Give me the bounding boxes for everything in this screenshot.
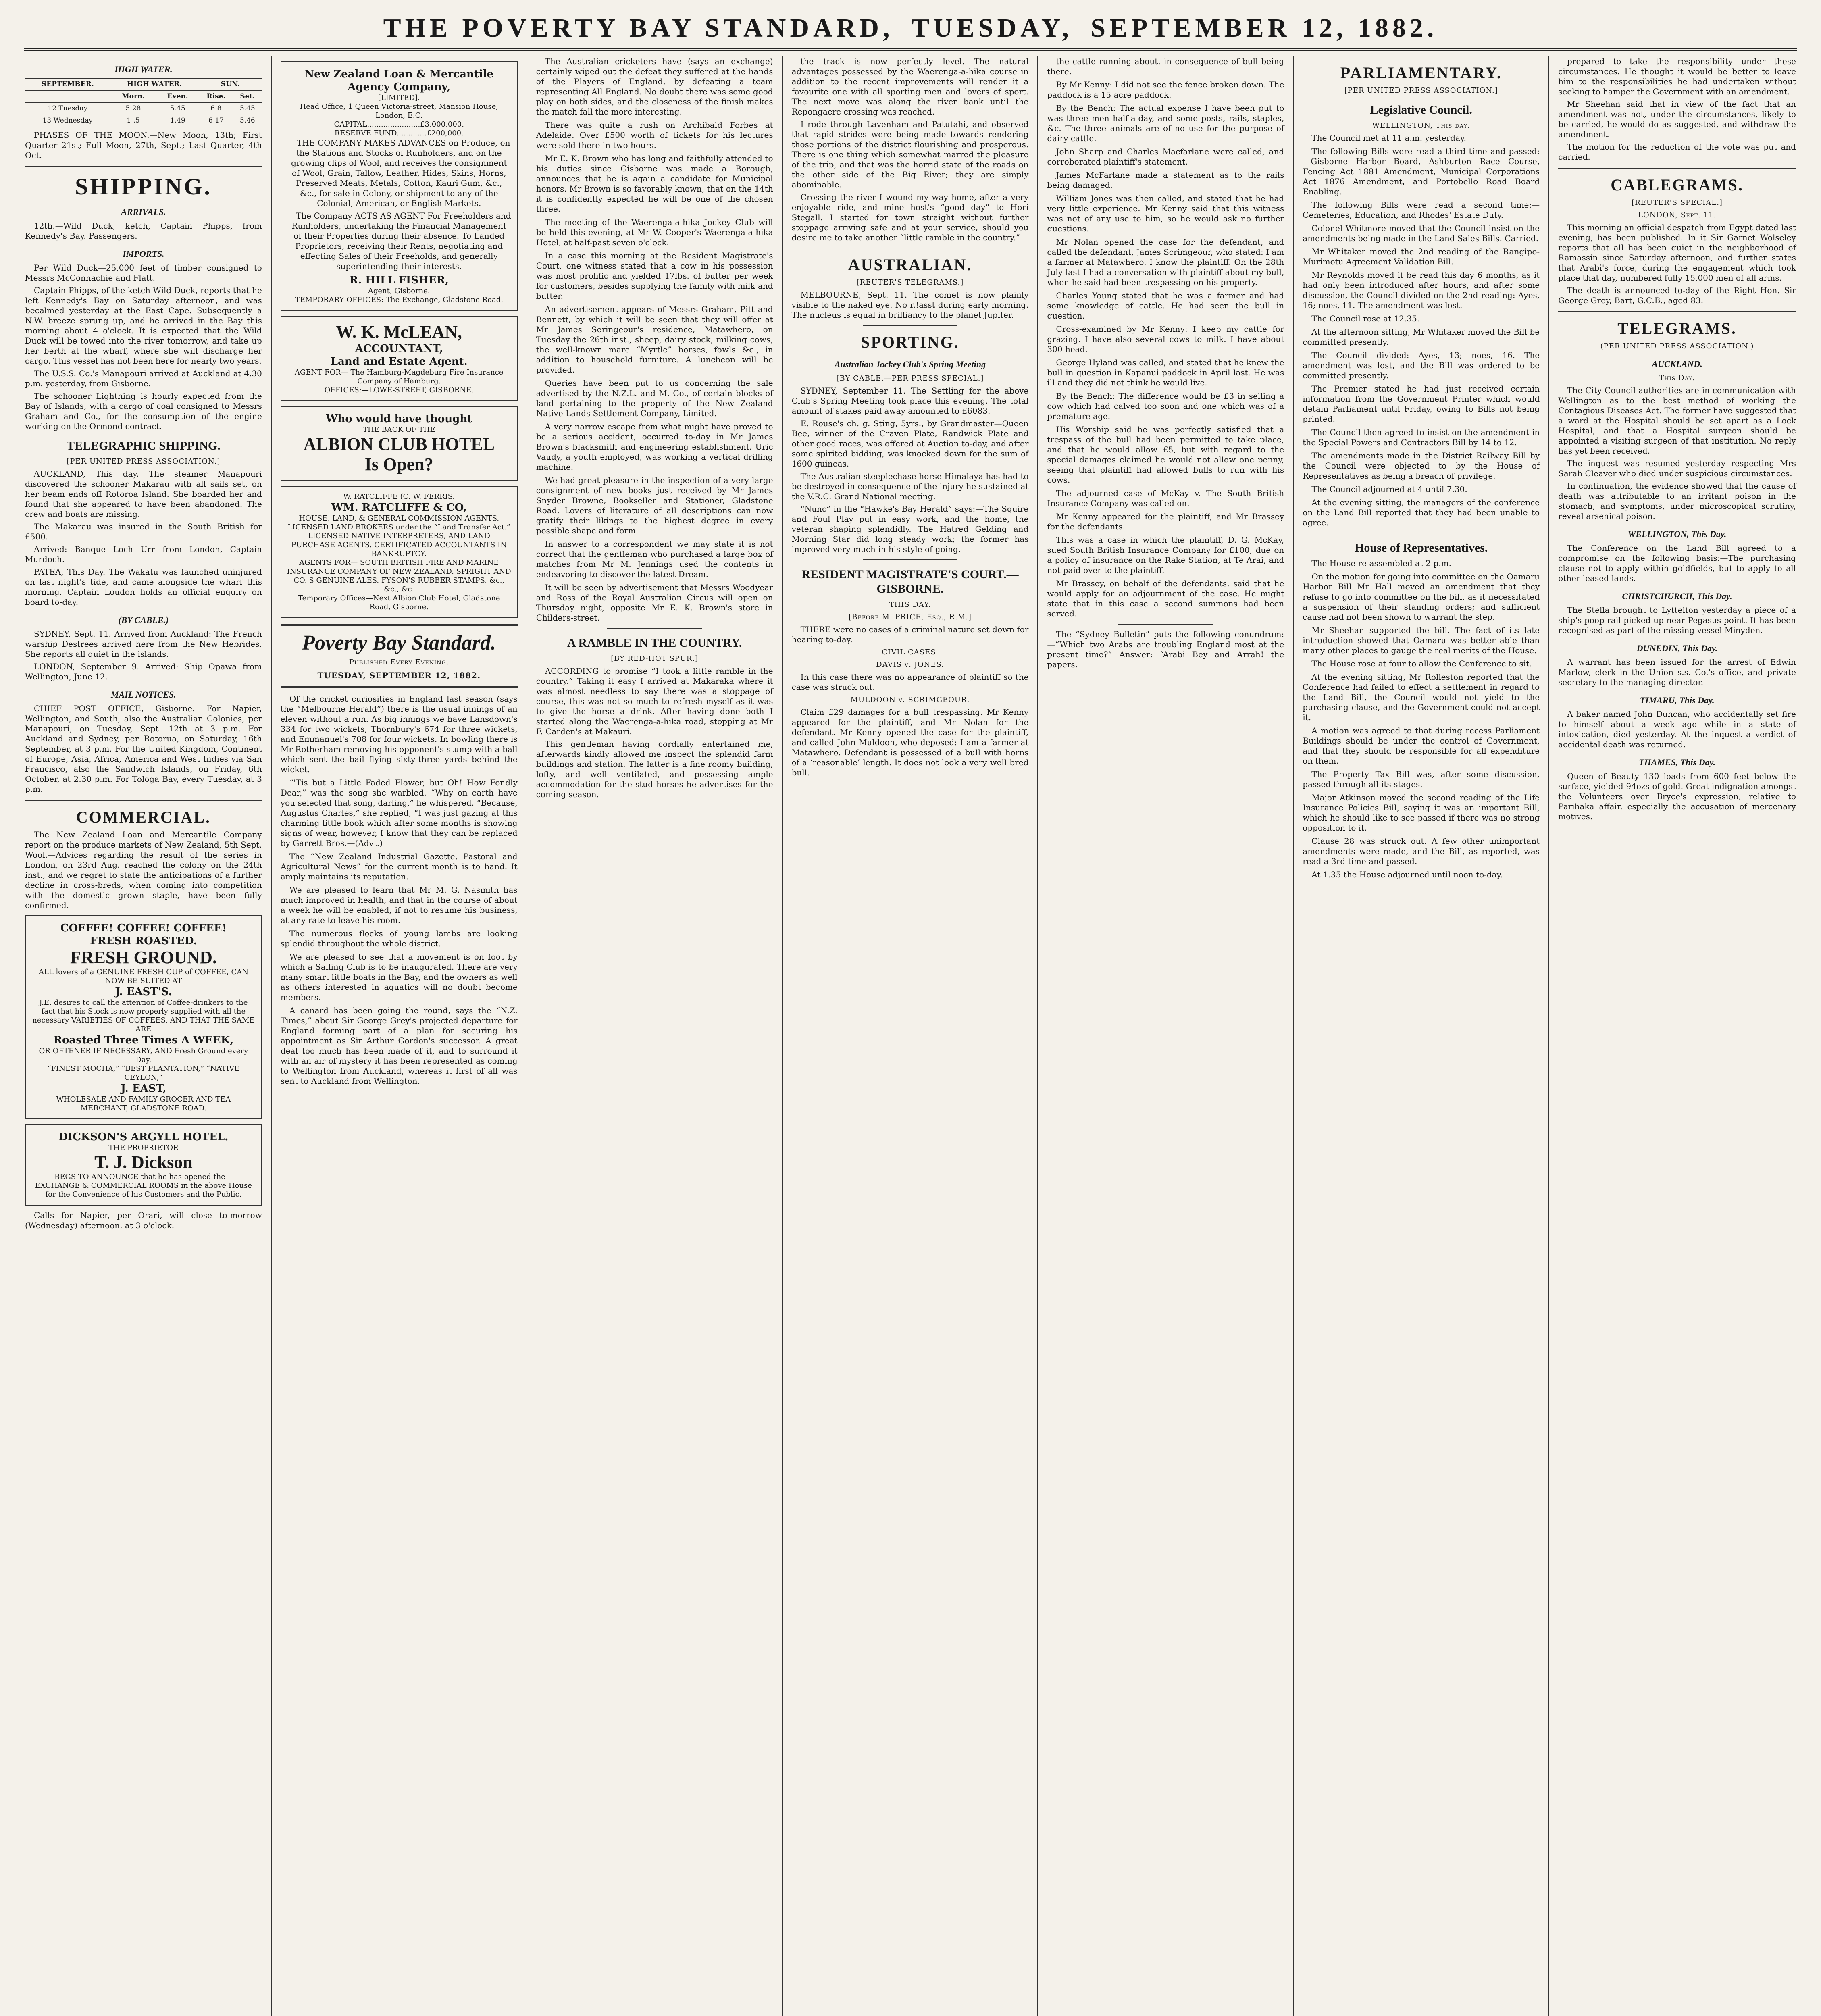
telegraphic-paragraph: AUCKLAND, This day. The steamer Manapouri discovered the schooner Makarau with all sails set, on her beam ends off Rotoroa Island. She boarded her and found that she appeared to have been abandoned. The crew and boats are missing. — [25, 469, 262, 519]
mail-closing-note: Calls for Napier, per Orari, will close to-morrow (Wednesday) afternoon, at 3 o'clock. — [25, 1210, 262, 1230]
tide-subheader — [25, 91, 110, 103]
commercial-heading: COMMERCIAL. — [76, 808, 211, 826]
cable-paragraph: SYDNEY, Sept. 11. Arrived from Auckland: The French warship Destrees arrived here from the New Hebrides. She reports all quiet in the islands. — [25, 629, 262, 659]
ramble-continued: Crossing the river I wound my way home, after a very enjoyable ride, and mine host's “good day” to Hori Stegall. I started for town straight without further stoppage arriving safe and at your service, should you desire me to take another “little ramble in the country.” — [791, 192, 1029, 242]
table-cell: 13 Wednesday — [25, 115, 110, 127]
thames-text: Queen of Beauty 130 loads from 600 feet below the surface, yielded 94ozs of gold. Great indignation amongst the Volunteers over Bryce's expression, relative to Parihaka affair, especially the accusation of mercenary motives. — [1558, 771, 1796, 821]
hr-paragraph: On the motion for going into committee on the Oamaru Harbor Bill Mr Hall moved an amendment that they refuse to go into committee on the bill, as it necessitated a suspension of their standing orders; and sufficient cause had not been shown to warrant the step. — [1303, 572, 1540, 622]
lc-paragraph: At the afternoon sitting, Mr Whitaker moved the Bill be committed presently. — [1303, 327, 1540, 347]
table-cell: 5.28 — [110, 103, 156, 115]
table-cell: 6 17 — [199, 115, 233, 127]
news-paragraph: In answer to a correspondent we may state it is not correct that the gentleman who purchased a large box of matches from Mr M. Jennings used the contents in endeavoring to discover the latest Dream. — [536, 539, 773, 579]
cable-paragraph: LONDON, September 9. Arrived: Ship Opawa from Wellington, June 12. — [25, 662, 262, 681]
divider — [863, 325, 957, 326]
editorial-paragraph: The “New Zealand Industrial Gazette, Pastoral and Agricultural News” for the current month is to hand. It amply maintains its reputation. — [280, 852, 518, 881]
telegrams-subheading: (PER UNITED PRESS ASSOCIATION.) — [1600, 342, 1754, 350]
rm-court-intro: THERE were no cases of a criminal nature set down for hearing to-day. — [791, 625, 1029, 644]
editorial-paragraph: We are pleased to learn that Mr M. G. Nasmith has much improved in health, and that in the course of about a week he will be enabled, if not to resume his business, at any rate to leave his room. — [280, 885, 518, 925]
lc-paragraph: The following Bills were read a third time and passed:—Gisborne Harbor Board, Ashburton Race Course, Fencing Act 1881 Amendment, Municipal Corporations Act 1876 Amendment, and Portobello Road Board Enabling. — [1303, 146, 1540, 196]
hr-paragraph: Clause 28 was struck out. A few other unimportant amendments were made, and the Bill, as reported, was read a 3rd time and passed. — [1303, 836, 1540, 866]
lc-paragraph: The Council rose at 12.35. — [1311, 314, 1420, 323]
australian-text: MELBOURNE, Sept. 11. The comet is now plainly visible to the naked eye. No r.!asst during early morning. The nucleus is equal in brilliancy to the planet Jupiter. — [791, 290, 1029, 320]
mail-text: CHIEF POST OFFICE, Gisborne. For Napier, Wellington, and South, also the Australian Colonies, per Manapouri, on Tuesday, Sept. 12th at 3 p.m. For Auckland and Sydney, per Rotorua, on Saturday, 16th September, at 3 p.m. For the United Kingdom, Continent of Europe, Asia, Africa, America and West Indies via San Francisco, also the Sandwich Islands, on Friday, 6th October, at 2.30 p.m. For Tologa Bay, every Tuesday, at 3 p.m. — [25, 704, 262, 794]
court-paragraph: John Sharp and Charles Macfarlane were called, and corroborated plaintiff's statement. — [1047, 147, 1284, 167]
nzl-limited: [LIMITED]. — [378, 94, 420, 102]
mclean-agent: Land and Estate Agent. — [330, 356, 468, 368]
court-paragraph: By the Bench: The difference would be £3 in selling a cow which had calved too soon and one which was of a premature age. — [1047, 391, 1284, 421]
lc-paragraph: The following Bills were read a second time:—Cemeteries, Education, and Rhodes' Estate Duty. — [1303, 200, 1540, 220]
coffee-roasted: FRESH ROASTED. — [90, 935, 197, 947]
column-2 — [272, 56, 527, 2016]
thames-heading: THAMES, This Day. — [1639, 757, 1715, 767]
albion-advertisement — [281, 406, 518, 481]
telegram-paragraph: The City Council authorities are in communication with Wellington as to the best method of working the Contagious Diseases Act. The former have suggested that a ward at the Hospital should be set apart as a Lock Hospital, and that a Hospital surgeon should be appointed a visiting surgeon of that institution. No reply has yet been received. — [1558, 385, 1796, 456]
case-title: MULDOON v. SCRIMGEOUR. — [850, 696, 970, 704]
auckland-heading: AUCKLAND. — [1652, 359, 1702, 369]
court-paragraph: the cattle running about, in consequence of bull being there. — [1047, 56, 1284, 76]
divider — [1558, 168, 1796, 169]
sporting-subheading: Australian Jockey Club's Spring Meeting — [834, 359, 986, 369]
news-paragraph: In a case this morning at the Resident Magistrate's Court, one witness stated that a cow in his possession was most prolific and yielded 17lbs. of butter per week for customers, besides supplying the family with milk and butter. — [536, 251, 773, 301]
ratcliffe-subtitle: HOUSE, LAND, & GENERAL COMMISSION AGENTS. — [299, 514, 499, 523]
paper-name: THE POVERTY BAY STANDARD, — [383, 13, 894, 43]
tide-subheader: Morn. — [110, 91, 156, 103]
tide-header: SEPTEMBER. — [25, 79, 110, 91]
sporting-paragraph: “Nunc” in the “Hawke's Bay Herald” says:—The Squire and Foul Play put in easy work, and the home, the veteran shaping splendidly. The Hatred Gelding and Morning Star did long steady work; the former has improved very much in his style of going. — [791, 504, 1029, 554]
ramble-paragraph: ACCORDING to promise “I took a little ramble in the country.” Taking it easy I arrived at Makaraka where it was almost needless to say there was a stoppage of course, this was not so much to refresh myself as it was to give the horse a drink. After having done both I started along the Waerenga-a-hika road, stopping at Mr F. Carden's at Makauri. — [536, 666, 773, 736]
masthead — [24, 8, 1797, 51]
court-paragraph: Charles Young stated that he was a farmer and had some knowledge of cattle. He had seen the bull in question. — [1047, 291, 1284, 321]
parliamentary-subheading: [PER UNITED PRESS ASSOCIATION.] — [1344, 86, 1498, 95]
telegraphic-subheading: [PER UNITED PRESS ASSOCIATION.] — [67, 457, 221, 466]
hr-paragraph: The House rose at four to allow the Conference to sit. — [1311, 659, 1532, 669]
mail-heading: MAIL NOTICES. — [111, 689, 176, 700]
moon-phases: PHASES OF THE MOON.—New Moon, 13th; First Quarter 21st; Full Moon, 27th, Sept.; Last Quarter, 4th Oct. — [25, 130, 262, 160]
mclean-name: W. K. McLEAN, — [336, 322, 462, 342]
nzl-advertisement — [281, 61, 518, 311]
ratcliffe-offices: Temporary Offices—Next Albion Club Hotel, Gladstone Road, Gisborne. — [298, 594, 500, 611]
hr-paragraph: The House re-assembled at 2 p.m. — [1311, 558, 1451, 568]
column-3 — [527, 56, 783, 2016]
court-paragraph: Mr Brassey, on behalf of the defendants, said that he would apply for an adjournment of the case. He might state that in this case a second summons had been served. — [1047, 579, 1284, 619]
house-block — [1303, 558, 1540, 880]
tide-subheader: Set. — [233, 91, 262, 103]
mclean-offices: OFFICES:—LOWE-STREET, GISBORNE. — [324, 386, 474, 394]
hr-paragraph: At the evening sitting, Mr Rolleston reported that the Conference had failed to effect a settlement in regard to the Land Bill, the Council would not yield to the purchasing clause, and the Government could not accept it. — [1303, 672, 1540, 722]
cablegrams-subheading: [REUTER'S SPECIAL.] — [1632, 198, 1723, 207]
lc-paragraph: The Council then agreed to insist on the amendment in the Special Powers and Contractors Bill by 14 to 12. — [1303, 427, 1540, 447]
divider — [607, 628, 702, 629]
lc-dateline: WELLINGTON, This day. — [1372, 121, 1470, 130]
title-date: SEPTEMBER 12, 1882. — [1091, 13, 1438, 43]
lc-paragraph: Mr Reynolds moved it be read this day 6 months, as it had only been introduced after hours, and after some discussion, the Council divided on the 2nd reading: Ayes, 16; noes, 11. The amendment was lost. — [1303, 270, 1540, 310]
nzl-temp-office: TEMPORARY OFFICES: The Exchange, Gladstone Road. — [295, 296, 503, 304]
tide-subheader: Rise. — [199, 91, 233, 103]
telegram-paragraph: In continuation, the evidence showed that the cause of death was attributable to an irritant poison in the stomach, and symptoms, under microscopical scrutiny, reveal arsenical poison. — [1558, 481, 1796, 521]
christchurch-text: The Stella brought to Lyttelton yesterday a piece of a ship's poop rail picked up near Pegasus point. It has been recognised as part of the missing vessel Minyden. — [1558, 605, 1796, 635]
rm-court-heading: RESIDENT MAGISTRATE'S COURT.—GISBORNE. — [801, 568, 1019, 596]
ramble-byline: [BY RED-HOT SPUR.] — [611, 654, 699, 663]
editorial-paragraph: A canard has been going the round, says the “N.Z. Times,” about Sir George Grey's projected departure for England forming part of a plan for securing his appointment as Sir Arthur Gordon's successor. A great deal too much has been made of it, and to surround it with an air of mystery it has been represented as coming to Wellington from Auckland, whereas it first of all was sent to Auckland from Wellington. — [280, 1006, 518, 1086]
court-paragraph: Mr Kenny appeared for the plaintiff, and Mr Brassey for the defendants. — [1047, 512, 1284, 531]
ratcliffe-title: WM. RATCLIFFE & CO, — [331, 502, 467, 514]
case-title: DAVIS v. JONES. — [876, 660, 944, 669]
albion-open: Is Open? — [364, 454, 433, 474]
table-row — [25, 115, 262, 127]
ramble-continued: I rode through Lavenham and Patutahi, and observed that rapid strides were being made towards rendering those portions of the district flourishing and prosperous. There is one thing which somewhat marred the pleasure of the trip, and that was the horrid state of the roads on the other side of the Big River; they are simply abominable. — [791, 119, 1029, 190]
news-paragraph: The Australian cricketers have (says an exchange) certainly wiped out the defeat they suffered at the hands of the Players of England, by defeating a team representing All England. No doubt there was some good play on both sides, and the closeness of the finish makes the match fall the more interesting. — [536, 56, 773, 117]
column-7 — [1549, 56, 1805, 2016]
divider — [25, 800, 262, 801]
arrivals-text: 12th.—Wild Duck, ketch, Captain Phipps, from Kennedy's Bay. Passengers. — [25, 221, 262, 241]
court-paragraph: George Hyland was called, and stated that he knew the bull in question in Kapanui paddock in April last. He was ill and they did not think he would live. — [1047, 358, 1284, 387]
lc-paragraph: At the evening sitting, the managers of the conference on the Land Bill reported that they had been unable to agree. — [1303, 498, 1540, 527]
column-6 — [1294, 56, 1549, 2016]
imports-text: Per Wild Duck—25,000 feet of timber consigned to Messrs McConnachie and Flatt. — [25, 263, 262, 283]
albion-the-back: THE BACK OF THE — [363, 425, 435, 434]
parliament-continued: Mr Sheehan said that in view of the fact that an amendment was not, under the circumstances, likely to be carried, he would do as suggested, and withdraw the amendment. — [1558, 99, 1796, 139]
nzl-acts: The Company ACTS AS AGENT For Freeholders and Runholders, undertaking the Financial Management of their Properties during their absence. To Landed Proprietors, receiving their Rents, negotiating and effecting Sales of their Freeholds, and generally superintending their interests. — [291, 211, 511, 271]
ramble-heading: A RAMBLE IN THE COUNTRY. — [567, 636, 742, 650]
albion-question: Who would have thought — [326, 413, 472, 425]
lc-paragraph: The Council divided: Ayes, 13; noes, 16. The amendment was lost, and the Bill was ordered to be committed presently. — [1303, 350, 1540, 380]
albion-name: ALBION CLUB HOTEL — [303, 434, 495, 454]
auckland-day: This Day. — [1659, 374, 1695, 382]
ratcliffe-advertisement — [281, 486, 518, 618]
court-paragraph: William Jones was then called, and stated that he had very little experience. Mr Kenny said that this witness was not of any use to him, so he would ask no further questions. — [1047, 194, 1284, 233]
tide-subheader: Even. — [156, 91, 199, 103]
telegram-paragraph: The inquest was resumed yesterday respecting Mrs Sarah Cleaver who died under suspicious circumstances. — [1558, 458, 1796, 478]
tide-header: SUN. — [199, 79, 262, 91]
hr-paragraph: Mr Sheehan supported the bill. The fact of its late introduction showed that Oamaru was better able than many other places to gauge the real merits of the House. — [1303, 625, 1540, 655]
court-paragraph: James McFarlane made a statement as to the rails being damaged. — [1047, 170, 1284, 190]
news-paragraph: There was quite a rush on Archibald Forbes at Adelaide. Over £500 worth of tickets for his lectures were sold there in two hours. — [536, 120, 773, 150]
court-paragraph: His Worship said he was perfectly satisfied that a trespass of the bull had been permitted to take place, and that he would allow £5, but with regard to the special damages claimed he would not allow one penny, seeing that plaintiff had allowed bulls to run with his cows. — [1047, 425, 1284, 485]
lc-paragraph: The Council met at 11 a.m. yesterday. — [1311, 133, 1466, 143]
cablegram-paragraph: The death is announced to-day of the Right Hon. Sir George Grey, Bart, G.C.B., aged 83. — [1558, 285, 1796, 305]
bulletin-conundrum: The “Sydney Bulletin” puts the following conundrum:—“Which two Arabs are troubling England most at the present time?” Answer: “Arabi Bey and Arrah! the papers. — [1047, 629, 1284, 669]
ramble-paragraph: This gentleman having cordially entertained me, afterwards kindly allowed me inspect the splendid farm buildings and station. The latter is a fine roomy building, lofty, and well ventilated, and possessing ample accommodation for the stud horses he advertises for the coming season. — [536, 739, 773, 799]
sporting-paragraph: SYDNEY, September 11. The Settling for the above Club's Spring Meeting took place this evening. The total amount of stakes paid away amounted to £6083. — [791, 386, 1029, 416]
shipping-heading: SHIPPING. — [75, 173, 212, 200]
title-day: TUESDAY, — [912, 13, 1073, 43]
hr-paragraph: Major Atkinson moved the second reading of the Life Insurance Policies Bill, saying it was an important Bill, which he should like to see passed if there was no strong opposition to it. — [1303, 793, 1540, 833]
coffee-brands: “FINEST MOCHA,” “BEST PLANTATION,” “NATIVE CEYLON,” — [47, 1064, 240, 1082]
news-paragraph: We had great pleasure in the inspection of a very large consignment of new books just received by Mr James Snyder Browne, Bookseller and Stationer, Gladstone Road. Lovers of literature of all descriptions can now gratify their likings to the highest degree in every possible shape and form. — [536, 475, 773, 535]
editorial-paragraph: “'Tis but a Little Faded Flower, but Oh! How Fondly Dear,” was the song she warbled. “Why on earth have you selected that song, darling,” he whispered. “Because, Augustus Charles,” she replied, “I was just gazing at this charming little book which after some months is showing signs of wear, however, I know that they can be replaced by Garrett Bros.—(Advt.) — [280, 778, 518, 848]
case-text: In this case there was no appearance of plaintiff so the case was struck out. — [791, 672, 1029, 692]
coffee-ground: FRESH GROUND. — [70, 948, 217, 967]
divider — [1118, 624, 1213, 625]
civil-cases-heading: CIVIL CASES. — [882, 648, 939, 656]
wellington-text: The Conference on the Land Bill agreed to a compromise on the following basis:—The purchasing clause not to apply within goldfields, but to apply to all other leased lands. — [1558, 543, 1796, 583]
commercial-text: The New Zealand Loan and Mercantile Company report on the produce markets of New Zealand, 5th Sept. Wool.—Advices regarding the result of the series in London, on 23rd Aug. reached the colony on the 24th inst., and we regret to state the anticipations of a further decline in cross-breds, when coming into competition with the domestic grown staple, have been fully confirmed. — [25, 830, 262, 910]
mclean-advertisement — [281, 316, 518, 401]
parliament-continued: The motion for the reduction of the vote was put and carried. — [1558, 142, 1796, 162]
nzl-body: THE COMPANY MAKES ADVANCES on Produce, on the Stations and Stocks of Runholders, and on the growing clips of Wool, and receives the consignment of Wool, Grain, Tallow, Leather, Hides, Skins, Horns, Preserved Meats, Metals, Cotton, Kauri Gum, &c., &c., for sale in Colony, or shipment to any of the Colonial, American, or English Markets. — [291, 138, 510, 208]
court-paragraph: Cross-examined by Mr Kenny: I keep my cattle for grazing. I have also several cows to milk. I have about 300 head. — [1047, 324, 1284, 354]
east-name: J. EAST, — [121, 1083, 166, 1095]
editorial-block — [281, 694, 518, 1086]
shipping-paragraph: The schooner Lightning is hourly expected from the Bay of Islands, with a cargo of coal consigned to Messrs Graham and Co., for the consumption of the engine working on the Ormond contract. — [25, 391, 262, 431]
editorial-paragraph: We are pleased to see that a movement is on foot by which a Sailing Club is to be inaugurated. There are very many smart little boats in the Bay, and the owners as well as others interested in aquatics will no doubt become members. — [280, 952, 518, 1002]
mclean-agency: AGENT FOR— The Hamburg-Magdeburg Fire Insurance Company of Hamburg. — [294, 368, 504, 385]
hr-paragraph: The Property Tax Bill was, after some discussion, passed through all its stages. — [1303, 769, 1540, 789]
table-row — [25, 103, 262, 115]
newspaper-columns — [16, 56, 1805, 2016]
shipping-paragraph: The U.S.S. Co.'s Manapouri arrived at Auckland at 4.30 p.m. yesterday, from Gisborne. — [25, 369, 262, 388]
court-paragraph: This was a case in which the plaintiff, D. G. McKay, sued South British Insurance Company for £100, due on a policy of insurance on the Rake Station, at Te Arai, and not paid over to the plaintiff. — [1047, 535, 1284, 575]
arrivals-heading: ARRIVALS. — [121, 207, 166, 217]
imports-heading: IMPORTS. — [123, 249, 164, 259]
tide-table — [25, 78, 262, 127]
wellington-heading: WELLINGTON, This Day. — [1627, 529, 1727, 539]
hotel-body: BEGS TO ANNOUNCE that he has opened the— EXCHANGE & COMMERCIAL ROOMS in the above House for the Convenience of his Customers and the Public. — [35, 1173, 252, 1199]
divider — [281, 686, 518, 688]
standard-title: Poverty Bay Standard. — [302, 631, 496, 654]
coffee-seller: J. EAST'S. — [115, 986, 172, 998]
tide-title: HIGH WATER. — [114, 64, 173, 74]
nzl-title: New Zealand Loan & Mercantile Agency Company, — [304, 68, 494, 93]
lc-paragraph: Mr Whitaker moved the 2nd reading of the Rangipo-Murimotu Agreement Validation Bill. — [1303, 247, 1540, 267]
hotel-advertisement — [25, 1124, 262, 1206]
coffee-description: J.E. desires to call the attention of Coffee-drinkers to the fact that his Stock is now properly supplied with all the necessary VARIETIES OF COFFEES, AND THAT THE SAME ARE — [32, 998, 255, 1033]
divider — [863, 559, 957, 560]
ratcliffe-body: LICENSED LAND BROKERS under the “Land Transfer Act.” LICENSED NATIVE INTERPRETERS, AND LAND PURCHASE AGENTS. CERTIFICATED ACCOUNTANTS IN BANKRUPTCY. — [287, 523, 511, 558]
hotel-proprietor-label: THE PROPRIETOR — [108, 1143, 179, 1152]
telegraphic-paragraph: PATEA, This Day. The Wakatu was launched uninjured on last night's tide, and came alongside the wharf this morning. Captain Loudon holds an official enquiry on board to-day. — [25, 567, 262, 607]
lc-paragraph: The Premier stated he had just received certain information from the Government Printer which would detain Parliament until Friday, owing to Bills not being printed. — [1303, 384, 1540, 424]
news-paragraph: Mr E. K. Brown who has long and faithfully attended to his duties since Gisborne was made a Borough, announces that he is again a candidate for Municipal honors. Mr Brown is so favorably known, that on the 14th it is confidently expected he will be one of the chosen three. — [536, 154, 773, 214]
court-continued-block — [1047, 56, 1284, 619]
hotel-title: DICKSON'S ARGYLL HOTEL. — [58, 1131, 229, 1143]
nzl-agent: R. HILL FISHER, — [349, 274, 449, 286]
table-cell: 5.45 — [233, 103, 262, 115]
cablegrams-dateline: LONDON, Sept. 11. — [1638, 211, 1717, 219]
nzl-office: Head Office, 1 Queen Victoria-street, Mansion House, London, E.C. — [300, 102, 498, 120]
lc-paragraph: The Council adjourned at 4 until 7.30. — [1311, 484, 1467, 494]
table-cell: 5.46 — [233, 115, 262, 127]
news-paragraph: The meeting of the Waerenga-a-hika Jockey Club will be held this evening, at Mr W. Cooper's Waerenga-a-hika Hotel, at half-past seven o'clock. — [536, 217, 773, 247]
table-cell: 12 Tuesday — [25, 103, 110, 115]
nzl-capital: CAPITAL.......................£3,000,000. — [334, 120, 464, 129]
table-cell: 1.49 — [156, 115, 199, 127]
rm-court-day: THIS DAY. — [889, 600, 931, 609]
coffee-banner: COFFEE! COFFEE! COFFEE! — [60, 922, 227, 934]
lc-paragraph: Colonel Whitmore moved that the Council insist on the amendments being made in the Land Sales Bills. Carried. — [1303, 223, 1540, 243]
sporting-heading: SPORTING. — [861, 333, 959, 351]
ramble-continued: the track is now perfectly level. The natural advantages possessed by the Waerenga-a-hika course in addition to the recent improvements will render it a favourite one with all sporting men and lovers of sport. The next move was along the river bank until the Repongaere crossing was reached. — [791, 56, 1029, 117]
lc-paragraph: The amendments made in the District Railway Bill by the Council were objected to by the House of Representatives as being a breach of privilege. — [1303, 451, 1540, 481]
local-news-block — [536, 56, 773, 623]
sporting-paragraph: E. Rouse's ch. g. Sting, 5yrs., by Grandmaster—Queen Bee, winner of the Craven Plate, Randwick Plate and other good races, was offered at Auction to-day, and after some spirited bidding, was knocked down for the sum of 1600 guineas. — [791, 419, 1029, 469]
hotel-proprietor-name: T. J. Dickson — [94, 1152, 193, 1172]
editorial-paragraph: The numerous flocks of young lambs are looking splendid throughout the whole district. — [280, 929, 518, 948]
court-paragraph: Mr Nolan opened the case for the defendant, and called the defendant, James Scrimgeour, who stated: I am a farmer at Matawhero. I know the plaintiff. On the 28th July last I had a conversation with plaintiff about my bull, when he said had been trespassing on his property. — [1047, 237, 1284, 287]
table-cell: 1 .5 — [110, 115, 156, 127]
column-5 — [1038, 56, 1294, 2016]
dunedin-heading: DUNEDIN, This Day. — [1636, 643, 1718, 653]
court-paragraph: By Mr Kenny: I did not see the fence broken down. The paddock is a 15 acre paddock. — [1047, 80, 1284, 100]
coffee-body: ALL lovers of a GENUINE FRESH CUP of COFFEE, CAN NOW BE SUITED AT — [38, 968, 248, 985]
court-paragraph: By the Bench: The actual expense I have been put to was three men half-a-day, and some posts, rails, staples, &c. The three animals are of no use for the purpose of dairy cattle. — [1047, 103, 1284, 143]
column-4 — [783, 56, 1038, 2016]
parliamentary-heading: PARLIAMENTARY. — [1340, 64, 1502, 82]
news-paragraph: A very narrow escape from what might have proved to be a serious accident, occurred to-day in Mr James Brown's blacksmith and engineering establishment. Uric Vaudy, a youth employed, was working a vertical drilling machine. — [536, 422, 773, 472]
cable-heading: (BY CABLE.) — [118, 615, 169, 625]
ratcliffe-partners: W. RATCLIFFE (C. W. FERRIS. — [343, 492, 455, 501]
cablegrams-heading: CABLEGRAMS. — [1611, 176, 1744, 194]
dunedin-text: A warrant has been issued for the arrest of Edwin Marlow, clerk in the Union s.s. Co.'s office, and private secretary to the managing director. — [1558, 657, 1796, 687]
legislative-council-heading: Legislative Council. — [1370, 103, 1472, 117]
nzl-reserve: RESERVE FUND.............£200,000. — [334, 129, 464, 137]
newspaper-title — [383, 13, 1438, 44]
shipping-paragraph: Captain Phipps, of the ketch Wild Duck, reports that he left Kennedy's Bay on Saturday afternoon, and was becalmed yesterday at the East Cape. Subsequently a N.W. breeze sprung up, and he arrived in the Bay this morning about 4 o'clock. It is expected that the Wild Duck will be towed into the river tomorrow, and take up her berth at the wharf, where she will discharge her cargo. This vessel has not been here for nearly two years. — [25, 285, 262, 366]
cablegram-paragraph: This morning an official despatch from Egypt dated last evening, has been published. In it Sir Garnet Wolseley reports that all has been quiet in the neighborhood of Ramassin since Saturday afternoon, and further states that Arabi's force, during the engagement which took place that day, numbered fully 15,000 men of all arms. — [1558, 223, 1796, 283]
christchurch-heading: CHRISTCHURCH, This Day. — [1622, 591, 1732, 601]
coffee-advertisement — [25, 915, 262, 1119]
editorial-paragraph: Of the cricket curiosities in England last season (says the “Melbourne Herald”) there is the usual innings of an eleven without a run. As big innings we have Lansdown's 334 for two wickets, Thornbury's 674 for three wickets, and Emmanuel's 708 for four wickets. In bowling there is Mr Rotherham removing his opponent's stump with a ball which sent the bail flying sixty-three yards behind the wicket. — [280, 694, 518, 774]
tide-header: HIGH WATER. — [110, 79, 199, 91]
sporting-paragraph: The Australian steeplechase horse Himalaya has had to be destroyed in consequence of the injury he sustained at the V.R.C. Grand National meeting. — [791, 471, 1029, 501]
news-paragraph: It will be seen by advertisement that Messrs Woodyear and Ross of the Royal Australian Circus will open on Thursday night, opposite Mr E. K. Brown's store in Childers-street. — [536, 583, 773, 623]
telegraphic-paragraph: Arrived: Banque Loch Urr from London, Captain Murdoch. — [25, 544, 262, 564]
divider — [1558, 311, 1796, 312]
telegraphic-heading: TELEGRAPHIC SHIPPING. — [67, 439, 221, 452]
divider — [25, 166, 262, 167]
mclean-role: ACCOUNTANT, — [355, 343, 443, 355]
parliament-continued: prepared to take the responsibility under these circumstances. He thought it would be better to leave him to the responsibilities he had undertaken without seeking to hamper the Government with an amendment. — [1558, 56, 1796, 96]
east-subtitle: WHOLESALE AND FAMILY GROCER AND TEA MERCHANT, GLADSTONE ROAD. — [56, 1095, 231, 1112]
telegrams-heading: TELEGRAMS. — [1617, 319, 1737, 337]
timaru-text: A baker named John Duncan, who accidentally set fire to himself about a week ago while in a state of intoxication, died yesterday. At the inquest a verdict of accidental death was returned. — [1558, 709, 1796, 749]
legislative-council-block — [1303, 133, 1540, 528]
table-cell: 6 8 — [199, 103, 233, 115]
australian-heading: AUSTRALIAN. — [848, 256, 972, 274]
rm-court-before: [Before M. PRICE, Esq., R.M.] — [849, 613, 972, 621]
table-cell: 5.45 — [156, 103, 199, 115]
case-text: Claim £29 damages for a bull trespassing. Mr Kenny appeared for the plaintiff, and Mr Nolan for the defendant. Mr Kenny opened the case for the plaintiff, and called John Muldoon, who deposed: I am a farmer at Matawhero. Defendant is possessed of a bull with horns of a ‘reasonable’ length. It does not look a very well bred bull. — [791, 707, 1029, 777]
standard-date: TUESDAY, SEPTEMBER 12, 1882. — [317, 671, 481, 680]
hr-paragraph: At 1.35 the House adjourned until noon to-day. — [1311, 870, 1503, 879]
news-paragraph: Queries have been put to us concerning the sale advertised by the N.Z.L. and M. Co., of certain blocks of land pertaining to the property of the New Zealand Native Lands Settlement Company, Limited. — [536, 378, 773, 418]
divider — [281, 624, 518, 626]
column-1 — [16, 56, 272, 2016]
nzl-agent-location: Agent, Gisborne. — [368, 287, 430, 295]
court-paragraph: The adjourned case of McKay v. The South British Insurance Company was called on. — [1047, 488, 1284, 508]
hr-paragraph: A motion was agreed to that during recess Parliament Buildings should be under the control of Government, and that they should be responsible for all expenditure on them. — [1303, 726, 1540, 766]
timaru-heading: TIMARU, This Day. — [1640, 695, 1715, 705]
coffee-daily: OR OFTENER IF NECESSARY, AND Fresh Ground every Day. — [39, 1047, 248, 1064]
sporting-byline: [BY CABLE.—PER PRESS SPECIAL.] — [836, 374, 984, 383]
australian-subheading: [REUTER'S TELEGRAMS.] — [856, 278, 964, 287]
standard-published: Published Every Evening. — [349, 658, 449, 666]
telegraphic-paragraph: The Makarau was insured in the South British for £500. — [25, 522, 262, 541]
coffee-roast-frequency: Roasted Three Times A WEEK, — [53, 1034, 234, 1046]
house-of-representatives-heading: House of Representatives. — [1355, 541, 1488, 554]
news-paragraph: An advertisement appears of Messrs Graham, Pitt and Bennett, by which it will be seen that they will offer at Mr James Seringeour's residence, Matawhero, on Tuesday the 26th inst., sheep, dairy stock, milking cows, the well-known mare “Myrtle” horses, fowls &c., in addition to household furniture. A luncheon will be provided. — [536, 304, 773, 375]
ratcliffe-agents: AGENTS FOR— SOUTH BRITISH FIRE AND MARINE INSURANCE COMPANY OF NEW ZEALAND. SPRIGHT AND CO.'S GENUINE ALES. FYSON'S RUBBER STAMPS, &c., &c., &c. — [287, 558, 511, 594]
